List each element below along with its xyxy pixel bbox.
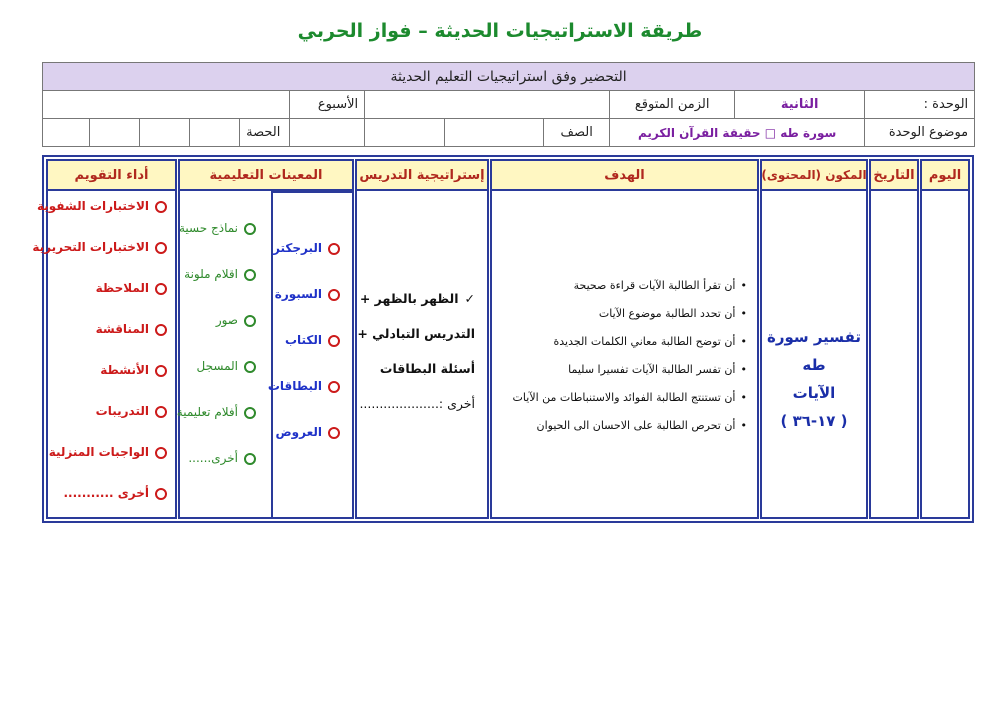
- strategy-header: إستراتيجية التدريس: [357, 161, 487, 191]
- radio-circle-icon: [155, 447, 167, 459]
- class-label: [445, 119, 610, 147]
- class-cell-2[interactable]: [290, 119, 365, 147]
- eval-item[interactable]: التدريبات: [48, 404, 175, 445]
- radio-circle-icon: [155, 365, 167, 377]
- class-cell-1[interactable]: [365, 119, 445, 147]
- period-cell-3[interactable]: [90, 119, 140, 147]
- aid-item[interactable]: أخرى......: [178, 451, 270, 497]
- aids-blue-body: [267, 193, 352, 517]
- aid-item[interactable]: الكتاب: [273, 333, 352, 379]
- aids-green-list: [178, 221, 270, 497]
- check-icon: ✓: [464, 291, 475, 306]
- aid-item[interactable]: السبورة: [273, 287, 352, 333]
- strategy-item-1: ✓الظهر بالظهر +: [359, 291, 475, 306]
- radio-circle-icon: [328, 243, 340, 255]
- header-banner: التحضير وفق استراتيجيات التعليم الحديثة: [43, 63, 975, 91]
- radio-circle-icon: [244, 453, 256, 465]
- radio-circle-icon: [155, 488, 167, 500]
- eval-item[interactable]: المناقشة: [48, 322, 175, 363]
- eval-item[interactable]: الملاحظة: [48, 281, 175, 322]
- topic-label: موضوع الوحدة: [865, 119, 975, 147]
- radio-circle-icon: [155, 201, 167, 213]
- goal-column: [490, 159, 759, 519]
- unit-label: الوحدة :: [865, 91, 975, 119]
- aid-item[interactable]: أفلام تعليمية: [178, 405, 270, 451]
- radio-circle-icon: [244, 315, 256, 327]
- aid-item[interactable]: نماذج حسية: [178, 221, 270, 267]
- eval-item[interactable]: الاختبارات الشفوية: [48, 199, 175, 240]
- content-line-1: تفسير سورة طه: [766, 328, 861, 374]
- unit-value: الثانية: [735, 91, 865, 119]
- radio-circle-icon: [328, 427, 340, 439]
- goal-item: • أن تقرأ الطالبة الآيات قراءة صحيحة: [492, 279, 757, 307]
- aid-item[interactable]: البرجكتر: [273, 241, 352, 287]
- radio-circle-icon: [155, 324, 167, 336]
- goal-body: [492, 193, 757, 517]
- content-header: المكون (المحتوى): [762, 161, 866, 191]
- content-column: [760, 159, 868, 519]
- period-cell-2[interactable]: [140, 119, 190, 147]
- strategy-item-other[interactable]: أخرى :....................: [359, 396, 475, 411]
- page-title: طريقة الاستراتيجيات الحديثة – فواز الحربي: [297, 20, 703, 42]
- radio-circle-icon: [244, 361, 256, 373]
- goal-item: • أن تحرص الطالبة على الاحسان الى الحيوان: [492, 419, 757, 447]
- goal-header: الهدف: [492, 161, 757, 191]
- eval-body: [32, 193, 175, 517]
- strategy-body: [357, 193, 487, 517]
- date-column: [869, 159, 919, 519]
- radio-circle-icon: [328, 335, 340, 347]
- content-body: [762, 193, 866, 517]
- aids-green-column: [178, 191, 270, 519]
- goal-item: • أن توضح الطالبة معاني الكلمات الجديدة: [492, 335, 757, 363]
- aid-item[interactable]: العروض: [273, 425, 352, 471]
- content-line-2: الآيات: [792, 384, 836, 402]
- week-value[interactable]: [43, 91, 290, 119]
- aids-green-body: [178, 191, 270, 519]
- eval-list: [32, 199, 175, 527]
- period-cell-1[interactable]: [190, 119, 240, 147]
- goal-item: • أن تحدد الطالبة موضوع الآيات: [492, 307, 757, 335]
- aids-blue-list: [267, 241, 352, 471]
- date-header: التاريخ: [871, 161, 917, 191]
- topic-value: سورة طه □ حقيقة القرآن الكريم: [610, 119, 865, 147]
- period-label: الحصة: [240, 119, 290, 147]
- eval-column: [32, 159, 177, 519]
- eval-header: أداء التقويم: [48, 161, 175, 191]
- eval-item[interactable]: الاختبارات التحريرية: [48, 240, 175, 281]
- day-column: [920, 159, 970, 519]
- eval-item[interactable]: الواجبات المنزلية: [48, 445, 175, 486]
- eval-item[interactable]: أخرى ...........: [48, 486, 175, 527]
- aids-header: المعينات التعليمية: [180, 161, 352, 191]
- radio-circle-icon: [328, 289, 340, 301]
- class-value[interactable]: [445, 119, 544, 146]
- aid-item[interactable]: صور: [178, 313, 270, 359]
- week-label: الأسبوع: [290, 91, 365, 119]
- aid-item[interactable]: اقلام ملونة: [178, 267, 270, 313]
- period-cell-4[interactable]: [43, 119, 90, 147]
- eval-item[interactable]: الأنشطة: [48, 363, 175, 404]
- expected-time-label: الزمن المتوقع: [610, 91, 735, 119]
- aids-blue-column: [267, 191, 354, 519]
- radio-circle-icon: [155, 242, 167, 254]
- lesson-plan-table: [32, 155, 974, 523]
- radio-circle-icon: [155, 406, 167, 418]
- strategy-item-2: التدريس التبادلي +: [357, 326, 475, 341]
- radio-circle-icon: [244, 223, 256, 235]
- day-header: اليوم: [922, 161, 968, 191]
- radio-circle-icon: [328, 381, 340, 393]
- header-table: [42, 62, 975, 147]
- aid-item[interactable]: المسجل: [178, 359, 270, 405]
- radio-circle-icon: [155, 283, 167, 295]
- strategy-column: [355, 159, 489, 519]
- strategy-item-3: أسئلة البطاقات: [379, 361, 475, 376]
- goal-item: • أن تستنتج الطالبة الفوائد والاستنباطات من الآيات: [492, 391, 757, 419]
- aid-item[interactable]: البطاقات: [273, 379, 352, 425]
- expected-time-value[interactable]: [365, 91, 610, 119]
- goal-item: • أن تفسر الطالبة الآيات تفسيرا سليما: [492, 363, 757, 391]
- content-line-3: ( ١٧-٣٦ ): [780, 412, 848, 430]
- class-label-text: الصف: [560, 125, 593, 140]
- radio-circle-icon: [244, 269, 256, 281]
- goals-list: [492, 279, 757, 447]
- radio-circle-icon: [244, 407, 256, 419]
